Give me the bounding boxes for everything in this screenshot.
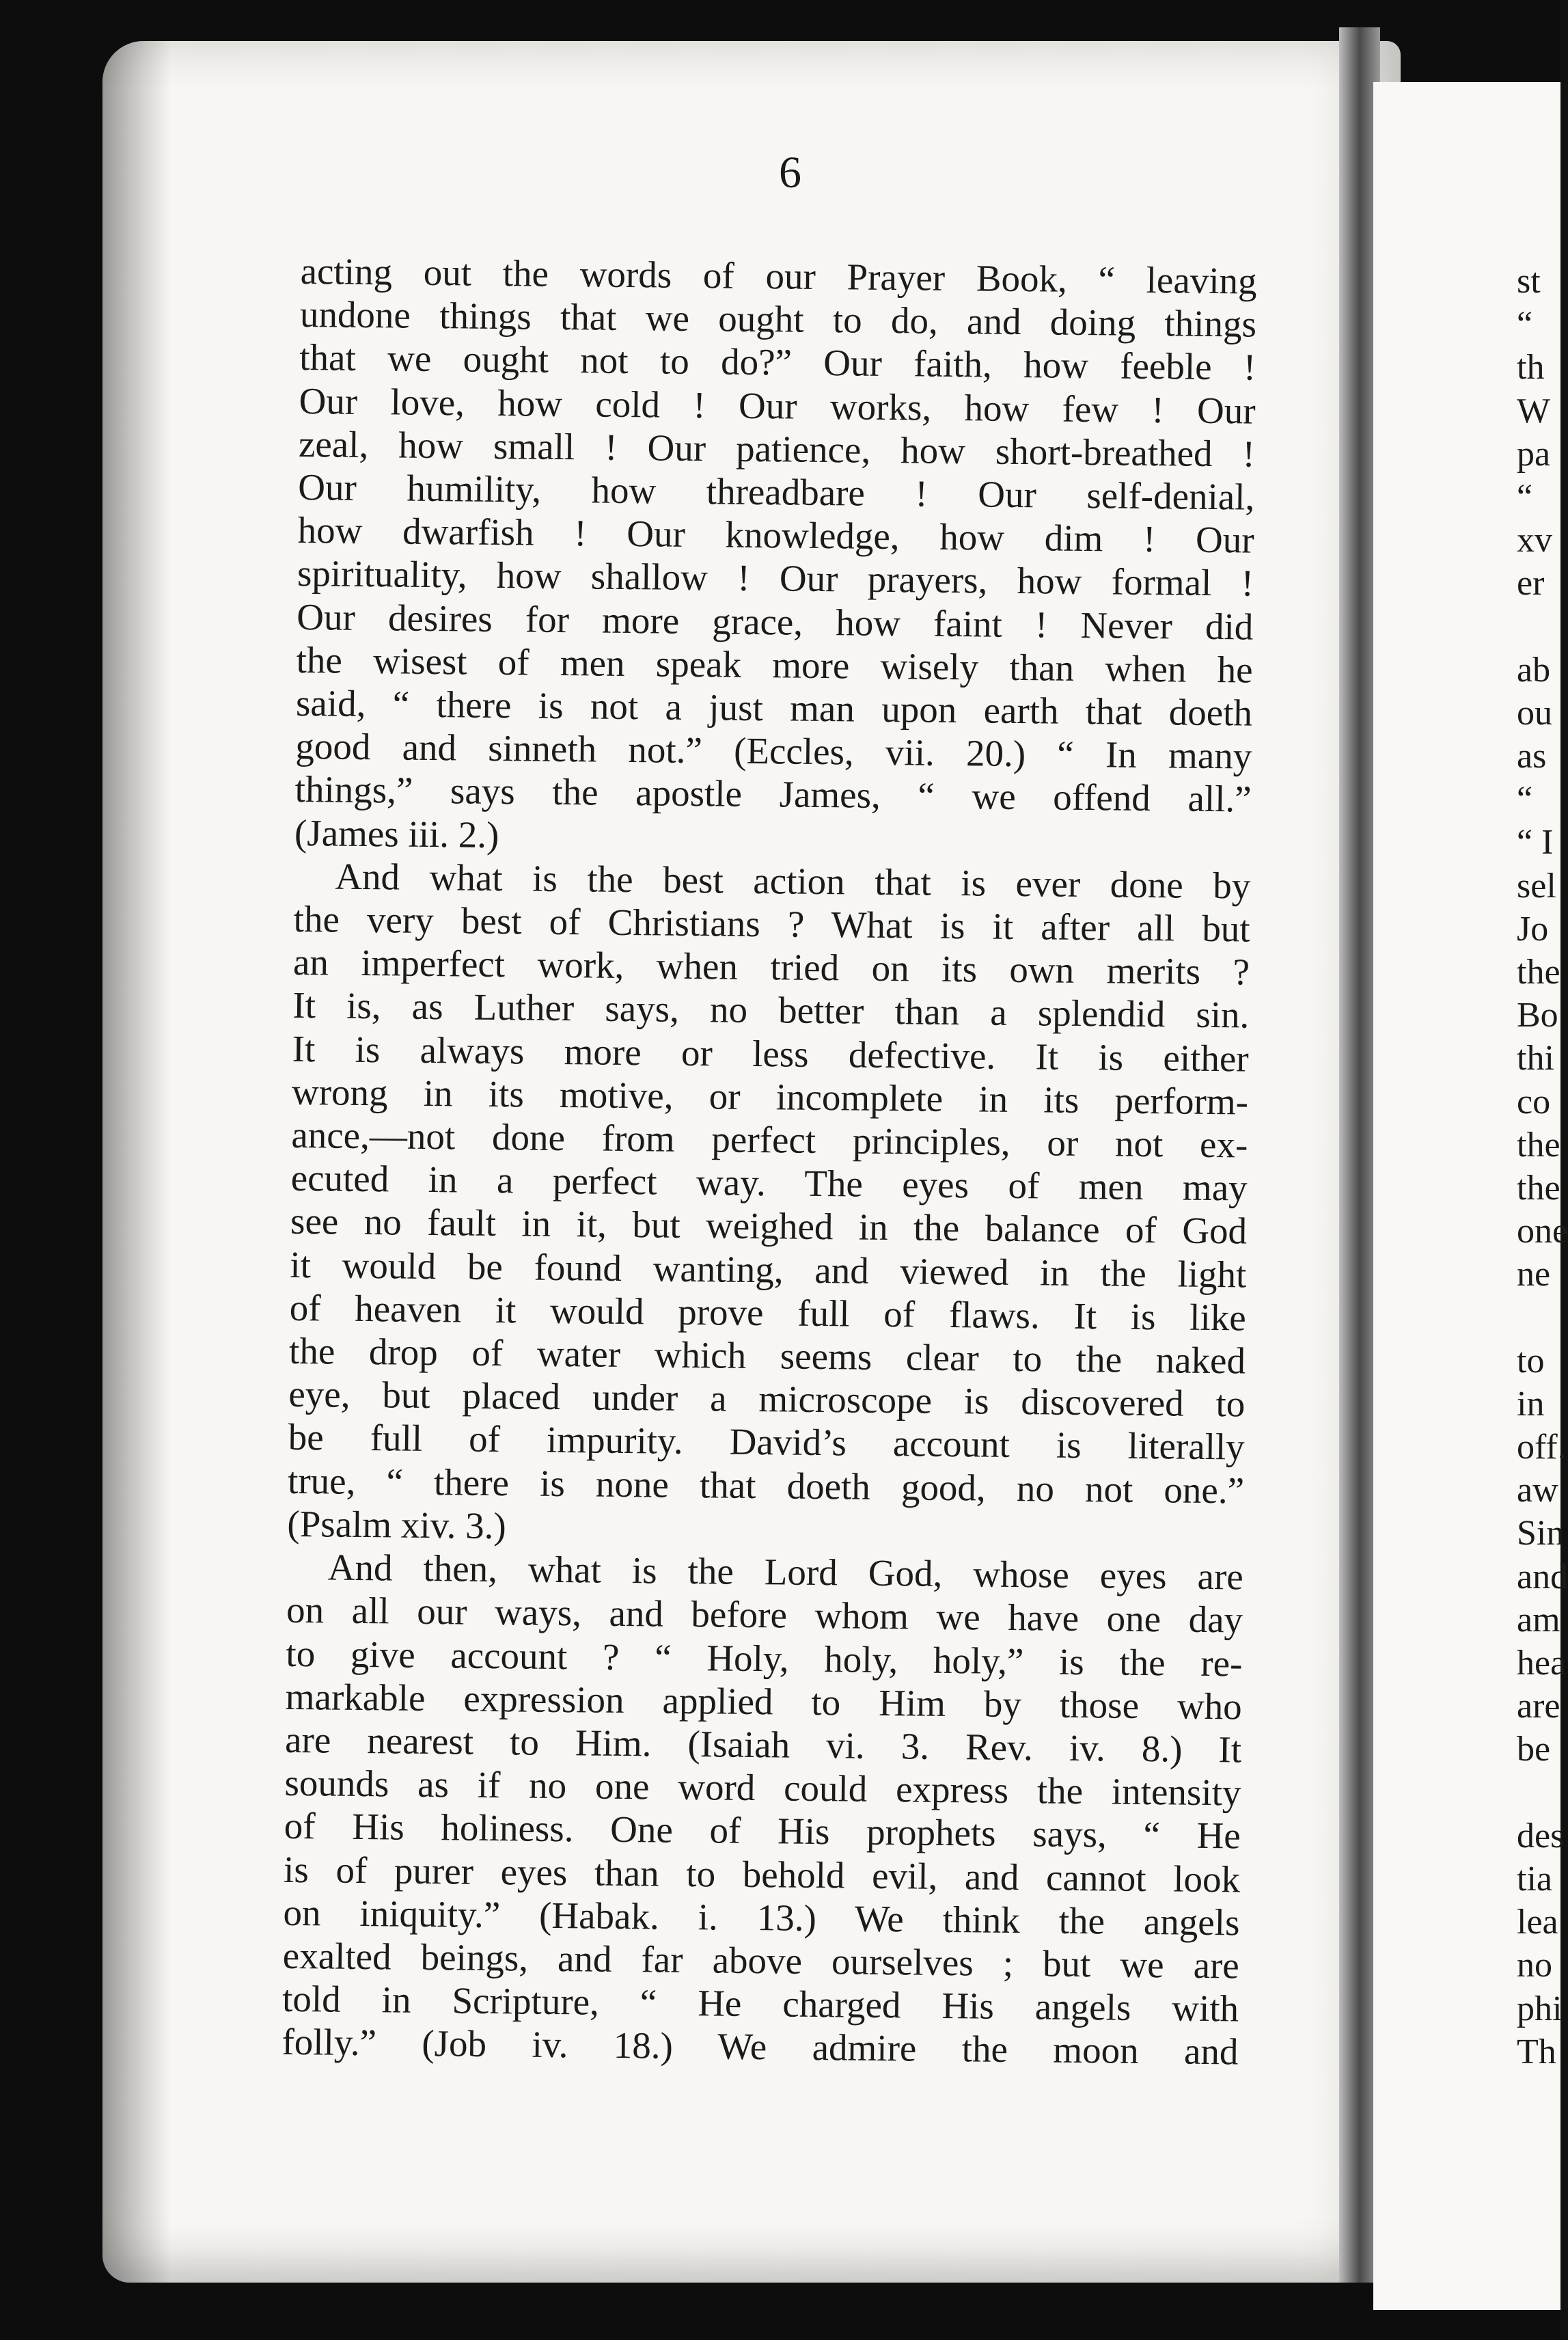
facing-line: to <box>1517 1341 1545 1380</box>
text-line: said, “ there is not a just man upon earth that doeth <box>295 681 1253 734</box>
facing-line: pa <box>1517 434 1551 474</box>
facing-line: one <box>1517 1212 1568 1251</box>
text-line: (James iii. 2.) <box>294 811 499 856</box>
facing-line: st <box>1517 262 1541 301</box>
facing-page-text <box>1517 260 1568 2073</box>
facing-line <box>1517 606 1560 649</box>
text-line: an imperfect work, when tried on its own merits ? <box>292 941 1250 993</box>
text-line: true, “ there is none that doeth good, no not one.” <box>287 1459 1245 1512</box>
text-line: wrong in its motive, or incomplete in its perform- <box>291 1070 1249 1123</box>
text-line: see no fault in it, but weighed in the balance of God <box>290 1200 1248 1253</box>
text-line: Our humility, how threadbare ! Our self-denial, <box>298 465 1255 518</box>
facing-line: Th <box>1517 2032 1556 2071</box>
facing-line: “ <box>1517 780 1533 819</box>
text-line: of His holiness. One of His prophets says, “ He <box>284 1805 1241 1857</box>
text-line: the wisest of men speak more wisely than when he <box>296 638 1253 691</box>
facing-line: “ <box>1517 477 1533 517</box>
text-line: eye, but placed under a microscope is discovered to <box>288 1373 1246 1425</box>
facing-line: in <box>1517 1384 1545 1424</box>
text-line: markable expression applied to Him by those who <box>285 1675 1243 1728</box>
facing-line: the <box>1517 953 1560 992</box>
facing-line: be <box>1517 1730 1551 1769</box>
facing-line <box>1517 1296 1560 1339</box>
facing-line: tia <box>1517 1859 1552 1899</box>
page-body-text <box>281 249 1257 2073</box>
text-line: good and sinneth not.” (Eccles, vii. 20.) “ In many <box>295 725 1252 777</box>
page-number: 6 <box>779 148 801 198</box>
facing-line: “ I <box>1517 823 1554 862</box>
facing-line: lea <box>1517 1903 1558 1942</box>
text-line: be full of impurity. David’s account is literally <box>288 1416 1246 1469</box>
facing-line: ou <box>1517 693 1552 733</box>
facing-line: Bo <box>1517 996 1558 1035</box>
text-line: things,” says the apostle James, “ we offend all.” <box>294 768 1252 821</box>
text-line: is of purer eyes than to behold evil, and cannot look <box>283 1848 1241 1901</box>
facing-line: “ <box>1517 305 1533 344</box>
text-line: on iniquity.” (Habak. i. 13.) We think the angels <box>283 1891 1240 1944</box>
facing-line: ab <box>1517 650 1551 690</box>
paragraph-first-line: And then, what is the Lord God, whose eyes are <box>327 1546 1244 1598</box>
facing-line <box>1517 1771 1560 1814</box>
facing-line: W <box>1517 391 1551 431</box>
text-line: of heaven it would prove full of flaws. It is like <box>289 1286 1247 1339</box>
facing-line: des <box>1517 1816 1565 1855</box>
text-line: undone things that we ought to do, and doing things <box>299 293 1257 345</box>
text-line: how dwarfish ! Our knowledge, how dim ! Our <box>297 509 1254 561</box>
facing-line: hea <box>1517 1644 1567 1683</box>
facing-line: the <box>1517 1125 1560 1165</box>
facing-line: xv <box>1517 521 1552 560</box>
facing-line: and <box>1517 1557 1568 1596</box>
text-line: to give account ? “ Holy, holy, holy,” is the re- <box>286 1632 1243 1685</box>
text-line: told in Scripture, “ He charged His angels with <box>281 1977 1239 2030</box>
text-line: the drop of water which seems clear to the naked <box>288 1329 1246 1382</box>
facing-line: phi <box>1517 1989 1563 2028</box>
text-line: on all our ways, and before whom we have one day <box>286 1589 1243 1641</box>
paragraph-first-line: And what is the best action that is ever done by <box>335 855 1251 907</box>
facing-line: as <box>1517 737 1547 776</box>
text-line: Our love, how cold ! Our works, how few ! Our <box>299 379 1256 432</box>
facing-line: no <box>1517 1946 1552 1985</box>
text-line: acting out the words of our Prayer Book, “ leaving <box>300 249 1257 302</box>
text-line: It is always more or less defective. It is either <box>292 1027 1249 1080</box>
facing-line: Jo <box>1517 909 1549 949</box>
text-line: it would be found wanting, and viewed in the light <box>290 1243 1247 1296</box>
text-line: zeal, how small ! Our patience, how short-breathed ! <box>298 422 1256 475</box>
text-line: that we ought not to do?” Our faith, how feeble ! <box>299 336 1256 389</box>
facing-line: aw <box>1517 1471 1558 1510</box>
text-line: exalted beings, and far above ourselves ; but we are <box>282 1934 1240 1987</box>
text-line: spirituality, how shallow ! Our prayers, how formal ! <box>297 552 1254 605</box>
facing-line: am <box>1517 1600 1560 1640</box>
facing-line: the <box>1517 1168 1560 1208</box>
facing-line: thi <box>1517 1039 1554 1078</box>
facing-line: th <box>1517 348 1545 387</box>
text-line: (Psalm xiv. 3.) <box>287 1502 507 1547</box>
facing-line: Sin <box>1517 1514 1565 1553</box>
facing-line: er <box>1517 564 1545 603</box>
facing-line: ne <box>1517 1255 1551 1294</box>
text-line: ecuted in a perfect way. The eyes of men may <box>290 1157 1248 1209</box>
text-line: ance,—not done from perfect principles, or not ex- <box>291 1113 1248 1166</box>
facing-line: co <box>1517 1082 1551 1121</box>
text-line: the very best of Christians ? What is it after all but <box>293 897 1250 950</box>
text-line: are nearest to Him. (Isaiah vi. 3. Rev. iv. 8.) It <box>284 1718 1242 1771</box>
facing-line: sel <box>1517 866 1556 906</box>
facing-line: are <box>1517 1687 1560 1726</box>
text-line: It is, as Luther says, no better than a splendid sin. <box>292 984 1250 1037</box>
text-line: folly.” (Job iv. 18.) We admire the moon and <box>281 2021 1239 2073</box>
text-line: Our desires for more grace, how faint ! Never did <box>297 595 1254 648</box>
text-line: sounds as if no one word could express the intensity <box>284 1761 1241 1814</box>
facing-line: off. <box>1517 1428 1567 1467</box>
